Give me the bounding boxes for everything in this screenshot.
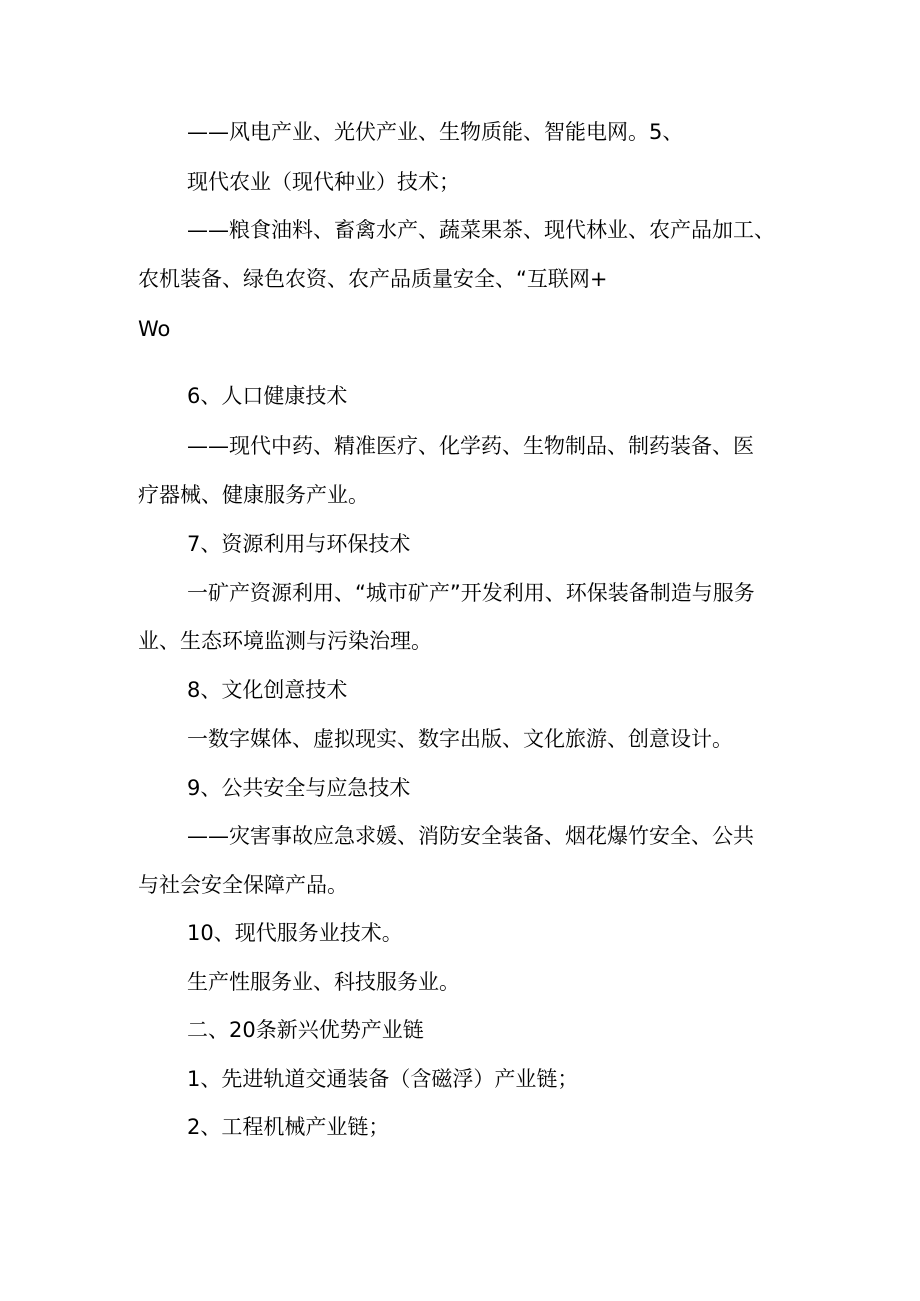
paragraph-line: 业、生态环境监测与污染治理。	[138, 629, 432, 653]
paragraph-line: ——现代中药、精准医疗、化学药、生物制品、制药装备、医	[187, 434, 754, 458]
section-heading: 6、人口健康技术	[187, 384, 348, 408]
section-heading: 9、公共安全与应急技术	[187, 776, 411, 800]
section-heading: 7、资源利用与环保技术	[187, 532, 411, 556]
paragraph-line: 现代农业（现代种业）技术；	[187, 170, 460, 194]
paragraph-line: ——灾害事故应急求媛、消防安全装备、烟花爆竹安全、公共	[187, 824, 754, 848]
list-item: 2、工程机械产业链；	[187, 1115, 390, 1139]
section-heading: 二、20条新兴优势产业链	[187, 1018, 424, 1042]
paragraph-line: 生产性服务业、科技服务业。	[187, 970, 460, 994]
paragraph-line: Wo	[138, 317, 171, 341]
paragraph-line: 一数字媒体、虚拟现实、数字出版、文化旅游、创意设计。	[187, 727, 733, 751]
paragraph-line: 一矿产资源利用、“城市矿产”开发利用、环保装备制造与服务	[187, 581, 755, 605]
paragraph-line: 疗器械、健康服务产业。	[138, 483, 369, 507]
paragraph-line: 农机装备、绿色农资、农产品质量安全、“互联网+	[138, 267, 608, 291]
paragraph-line: 与社会安全保障产品。	[138, 873, 348, 897]
paragraph-line: ——粮食油料、畜禽水产、蔬菜果茶、现代林业、农产品加工、	[187, 218, 775, 242]
paragraph-line: ——风电产业、光伏产业、生物质能、智能电网。5、	[187, 120, 684, 144]
section-heading: 8、文化创意技术	[187, 678, 348, 702]
section-heading: 10、现代服务业技术。	[187, 921, 403, 945]
list-item: 1、先进轨道交通装备（含磁浮）产业链；	[187, 1067, 579, 1091]
